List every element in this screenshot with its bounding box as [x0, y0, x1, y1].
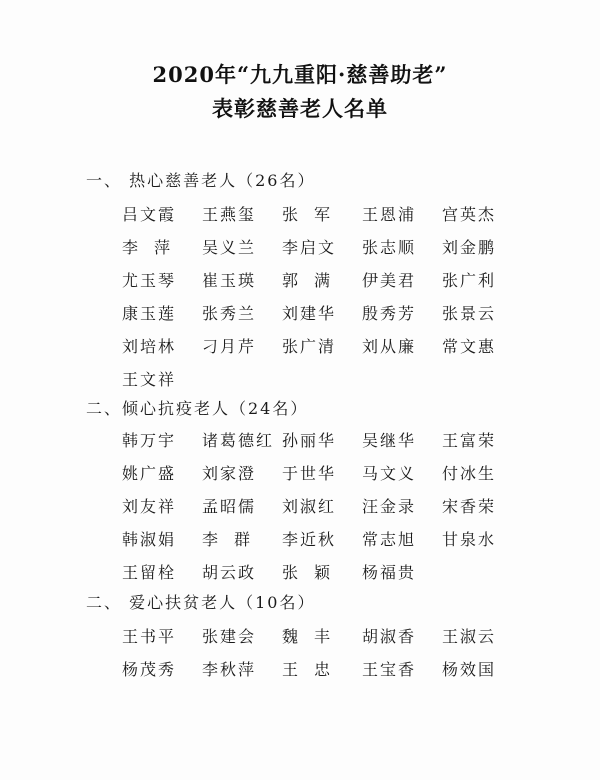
honoree-name: 孟昭儒	[202, 497, 257, 516]
honoree-name: 韩万宇	[122, 431, 177, 450]
honoree-name: 张广清	[282, 337, 337, 356]
honoree-name: 刘培林	[122, 337, 177, 356]
honoree-name: 张 颖	[282, 563, 331, 582]
honoree-name: 王淑云	[442, 627, 497, 646]
honoree-name: 李启文	[282, 238, 337, 257]
honoree-name: 张景云	[442, 304, 497, 323]
honoree-name: 甘泉水	[442, 530, 497, 549]
section-heading: 二、倾心抗疫老人（24名）	[86, 399, 309, 418]
honoree-name: 马文义	[362, 464, 417, 483]
section-heading: 二、 爱心扶贫老人（10名）	[86, 593, 316, 612]
honoree-name: 韩淑娟	[122, 530, 177, 549]
honoree-name: 杨福贵	[362, 563, 417, 582]
honoree-name: 常文惠	[442, 337, 497, 356]
honoree-name: 张 军	[282, 205, 331, 224]
honoree-name: 尤玉琴	[122, 271, 177, 290]
section-heading: 一、 热心慈善老人（26名）	[86, 171, 316, 190]
honoree-name: 王文祥	[122, 370, 177, 389]
title-line-2: 表彰慈善老人名单	[212, 96, 388, 121]
honoree-name: 刘金鹏	[442, 238, 497, 257]
honoree-name: 康玉莲	[122, 304, 177, 323]
honoree-name: 孙丽华	[282, 431, 337, 450]
honoree-name: 吴继华	[362, 431, 417, 450]
honoree-name: 刘建华	[282, 304, 337, 323]
honoree-name: 王恩浦	[362, 205, 417, 224]
honoree-name: 张建会	[202, 627, 257, 646]
honoree-name: 宋香荣	[442, 497, 497, 516]
honoree-name: 王书平	[122, 627, 177, 646]
honoree-name: 王留栓	[122, 563, 177, 582]
honoree-name: 李近秋	[282, 530, 337, 549]
honoree-name: 李 群	[202, 530, 251, 549]
document-title	[0, 58, 600, 126]
honoree-name: 常志旭	[362, 530, 417, 549]
names-grid	[122, 430, 522, 595]
honoree-name: 刁月芹	[202, 337, 257, 356]
names-grid	[122, 204, 522, 402]
honoree-name: 张广利	[442, 271, 497, 290]
honoree-name: 殷秀芳	[362, 304, 417, 323]
honoree-name: 魏 丰	[282, 627, 331, 646]
honoree-name: 王燕玺	[202, 205, 257, 224]
honoree-name: 杨效国	[442, 660, 497, 679]
honoree-name: 诸葛德红	[202, 431, 275, 450]
honoree-name: 胡淑香	[362, 627, 417, 646]
honoree-name: 吕文霞	[122, 205, 177, 224]
title-line-1: 2020年“九九重阳·慈善助老”	[152, 62, 448, 87]
honoree-name: 刘友祥	[122, 497, 177, 516]
honoree-name: 张志顺	[362, 238, 417, 257]
honoree-name: 吴义兰	[202, 238, 257, 257]
honoree-name: 郭 满	[282, 271, 331, 290]
honoree-name: 胡云政	[202, 563, 257, 582]
honoree-name: 刘淑红	[282, 497, 337, 516]
honoree-name: 伊美君	[362, 271, 417, 290]
honoree-name: 王富荣	[442, 431, 497, 450]
honoree-name: 刘家澄	[202, 464, 257, 483]
honoree-name: 姚广盛	[122, 464, 177, 483]
honoree-name: 张秀兰	[202, 304, 257, 323]
honoree-name: 王 忠	[282, 660, 331, 679]
honoree-name: 李秋萍	[202, 660, 257, 679]
honoree-name: 付冰生	[442, 464, 497, 483]
honoree-name: 崔玉瑛	[202, 271, 257, 290]
honoree-name: 于世华	[282, 464, 337, 483]
honoree-name: 杨茂秀	[122, 660, 177, 679]
honoree-name: 汪金录	[362, 497, 417, 516]
honoree-name: 王宝香	[362, 660, 417, 679]
honoree-name: 宫英杰	[442, 205, 497, 224]
names-grid	[122, 626, 522, 692]
honoree-name: 刘从廉	[362, 337, 417, 356]
honoree-name: 李 萍	[122, 238, 171, 257]
